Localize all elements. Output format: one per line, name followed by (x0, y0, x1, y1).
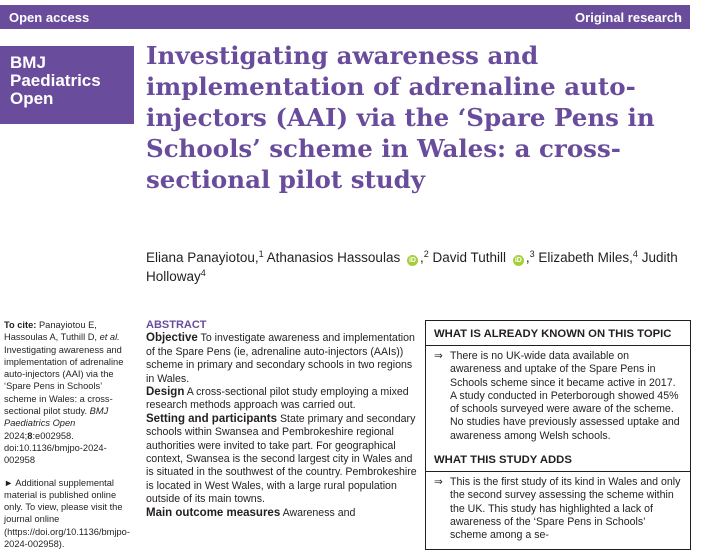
author-name: Athanasios Hassoulas (266, 250, 401, 265)
citation-label: To cite: (4, 320, 37, 330)
author-affiliation: 4 (632, 249, 638, 259)
supplement-note[interactable]: ► Additional supplemental material is published online only. To view, please visit the journal online (https://doi.org/10.1136/bmjpo-2024-002958). (4, 477, 130, 550)
journal-logo-line1: BMJ (10, 53, 46, 72)
open-access-label: Open access (9, 10, 90, 25)
top-banner (0, 5, 690, 29)
author-name: Elizabeth Miles, (538, 250, 633, 265)
article-type-label: Original research (575, 10, 682, 25)
author-name: Eliana Panayiotou, (146, 250, 259, 265)
author-affiliation: 1 (258, 249, 264, 259)
orcid-icon[interactable]: iD (408, 257, 416, 264)
citation-sidebar (4, 319, 134, 550)
list-item: ⇒ There is no UK-wide data available on awareness and uptake of the Spare Pens in Schools scheme since it became active in 2017. A study conducted in Peterborough showed 45% of schools surveyed were aware of the scheme. No studies have previously assessed uptake and awareness among Welsh schools. (434, 350, 680, 442)
orcid-icon[interactable]: iD (514, 257, 522, 264)
abstract-objective: Objective To investigate awareness and implementation of the Spare Pens (ie, adrenaline auto-injectors (AAIs)) scheme in primary and secondary schools in two regions in Wales. (146, 332, 415, 385)
citation-text: To cite: Panayiotou E, Hassoulas A, Tuthill D, et al. Investigating awareness and implementation of adrenaline auto-injectors (AAI) via the ‘Spare Pens in Schools’ scheme in Wales: a cross-sectional pilot study. BMJ Paediatrics Open 2024;8:e002958. doi:10.1136/bmjpo-2024-002958 (4, 320, 124, 466)
journal-logo (0, 46, 134, 124)
abstract-heading: ABSTRACT (146, 319, 207, 331)
abstract-design: Design A cross-sectional pilot study employing a mixed research methods approach was carried out. (146, 386, 409, 412)
divider (426, 345, 690, 346)
author-affiliation: 3 (529, 249, 535, 259)
author-list: Eliana Panayiotou,$^1$ Athanasios Hassoulas iD ,$^2$ David Tuthill iD ,$^3$ Elizabeth Miles,$^4$ Judith Holloway$^4$ (146, 249, 678, 284)
article-title: Investigating awareness and implementation of adrenaline auto-injectors (AAI) via the ‘Spare Pens in Schools’ scheme in Wales: a cross-sectional pilot study (146, 41, 655, 194)
arrow-icon: ⇒ (434, 476, 443, 489)
box-heading-known: WHAT IS ALREADY KNOWN ON THIS TOPIC (434, 328, 672, 340)
list-item: ⇒ This is the first study of its kind in Wales and only the second survey assessing the scheme within the UK. This study has highlighted a lack of awareness of the ‘Spare Pens in Schools’ scheme among a se- (434, 476, 681, 542)
author-name: Judith Holloway (146, 250, 678, 284)
abstract (146, 319, 418, 520)
box-heading-adds: WHAT THIS STUDY ADDS (434, 454, 572, 467)
key-messages-box (425, 320, 691, 550)
journal-logo-line3: Open (10, 89, 54, 108)
journal-logo-line2: Paediatrics (10, 71, 101, 90)
abstract-outcome: Main outcome measures Awareness and (146, 506, 356, 519)
author-name: David Tuthill (432, 250, 507, 265)
author-affiliation: 4 (200, 268, 206, 278)
divider (426, 471, 690, 472)
author-affiliation: 2 (423, 249, 429, 259)
abstract-setting: Setting and participants State primary and secondary schools within Swansea and Pembrokeshire regional authorities were invited to take part. For geographical context, Swansea is the second largest city in Wales and is situated in the southwest of the country. Pembrokeshire is located in West Wales, with a large rural population outside of its main towns. (146, 412, 417, 506)
arrow-icon: ⇒ (434, 350, 443, 362)
